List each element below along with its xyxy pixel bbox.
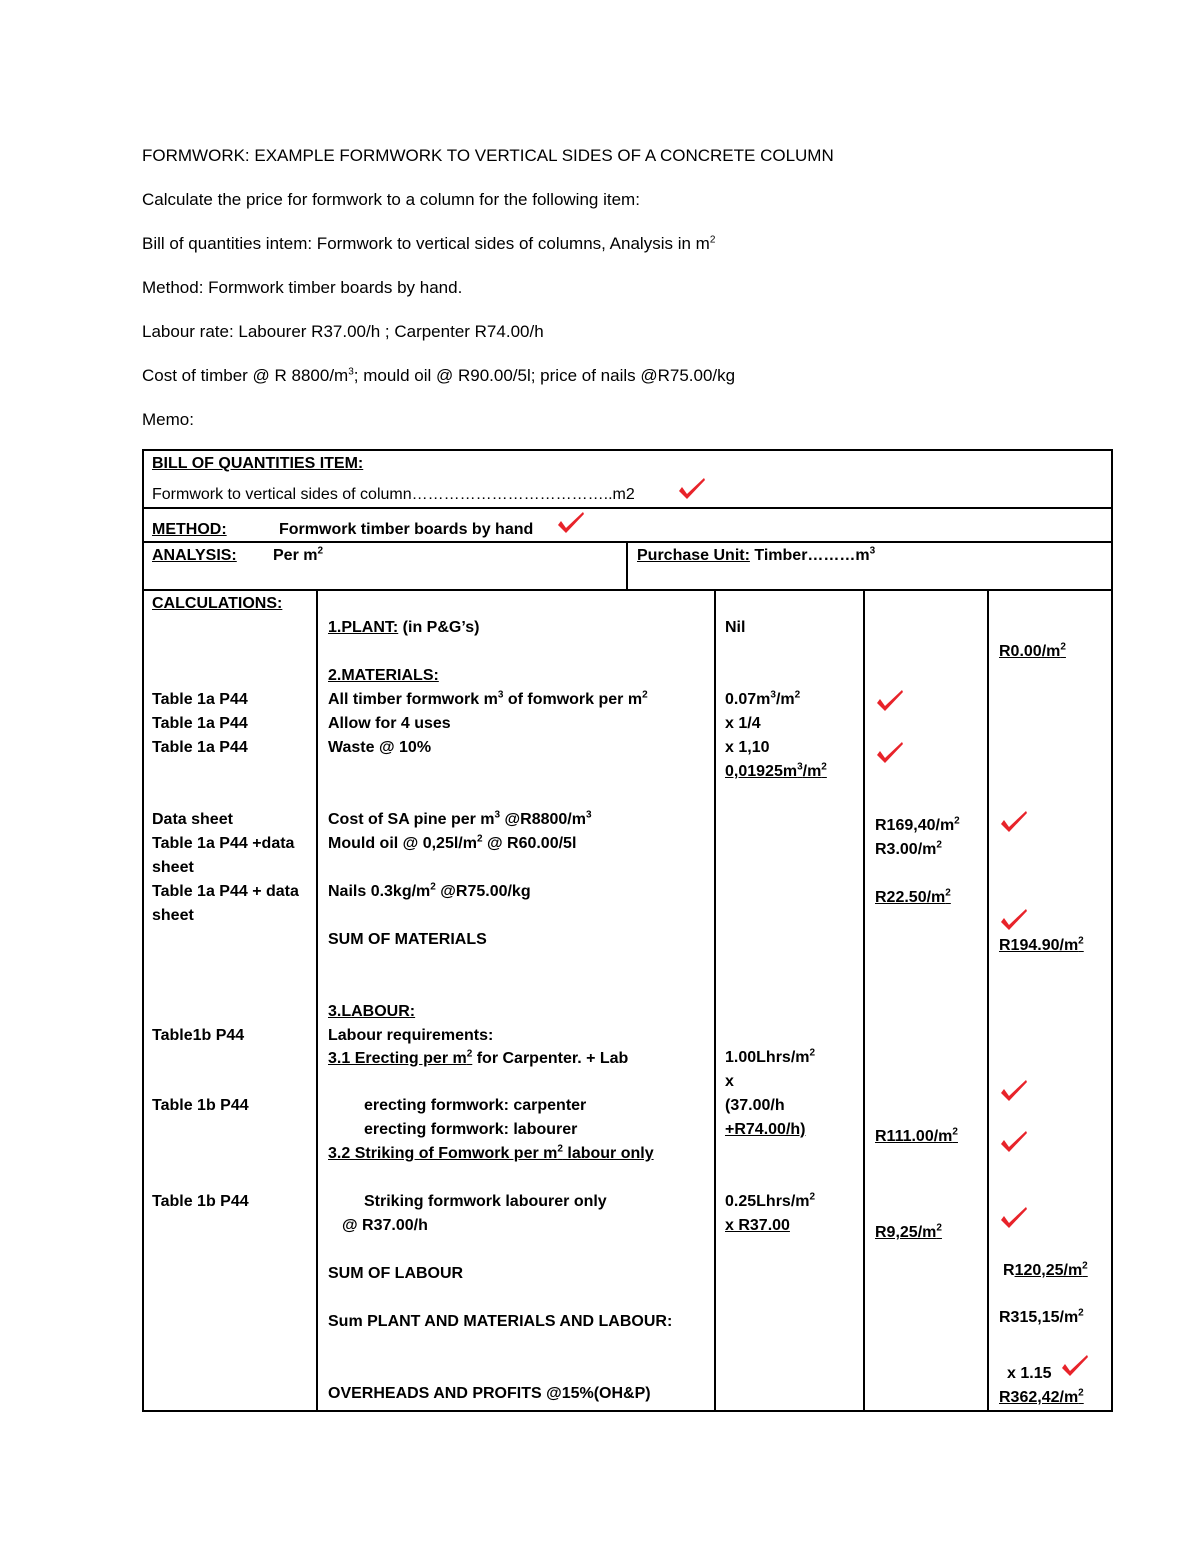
qty-cell: $0.07m^3/m^2$ <box>725 689 801 708</box>
qty-cell: $1.00Lhrs/m^2$ <box>725 1047 816 1066</box>
ref-cell: Table 1a P44 <box>152 715 248 732</box>
check-icon <box>875 688 905 714</box>
purchase-unit: Purchase Unit: $Timber\dots\dots\dots m^3$ <box>637 545 876 564</box>
method-label: METHOD: <box>152 521 227 538</box>
check-icon <box>999 907 1029 933</box>
materials-heading: 2.MATERIALS: <box>328 667 439 684</box>
desc-cell: All timber formwork $m^3$ of fomwork per $m^2$ <box>328 689 648 708</box>
qty-cell: x 1,10 <box>725 739 770 756</box>
rate-cell: $R9,25/m^2$ <box>875 1222 942 1241</box>
rate-cell: $R22.50/m^2$ <box>875 887 951 906</box>
desc-cell: Allow for 4 uses <box>328 715 451 732</box>
rate-cell: $R169,40/m^2$ <box>875 815 960 834</box>
boq-label: BILL OF QUANTITIES ITEM: <box>152 455 364 472</box>
labour-heading: 3.LABOUR: <box>328 1003 416 1020</box>
table-divider <box>863 589 865 1412</box>
rate-cell: $R111.00/m^2$ <box>875 1126 958 1145</box>
total-cell: $R194.90/m^2$ <box>999 935 1084 954</box>
ref-cell: sheet <box>152 907 194 924</box>
table-border <box>142 1410 1113 1412</box>
desc-cell: Cost of SA pine per $m^3$ $@R8800/m^3$ <box>328 809 592 828</box>
analysis-label: ANALYSIS: <box>152 547 237 564</box>
qty-cell: (37.00/h <box>725 1097 785 1114</box>
table-divider <box>987 589 989 1412</box>
table-border <box>142 449 144 1412</box>
rate-cell: $R3.00/m^2$ <box>875 839 942 858</box>
ref-cell: Table 1a P44 +data <box>152 835 295 852</box>
table-divider <box>714 589 716 1412</box>
total-cell: $R362,42/m^2$ <box>999 1387 1084 1406</box>
sum-materials-label: SUM OF MATERIALS <box>328 931 487 948</box>
desc-cell: Nails $0.3kg/m^2$ @R75.00/kg <box>328 881 531 900</box>
memo-table <box>142 449 1113 1412</box>
check-icon <box>1060 1353 1090 1379</box>
method-value: Formwork timber boards by hand <box>279 521 534 538</box>
desc-cell: 3.2 Striking of Fomwork per $m^2$ labour only <box>328 1143 654 1162</box>
desc-cell: 3.1 Erecting per $m^2$ for Carpenter. + Lab <box>328 1048 629 1067</box>
ref-cell: Table 1b P44 <box>152 1193 249 1210</box>
qty-cell: +R74.00/h) <box>725 1121 806 1138</box>
check-icon <box>677 476 707 502</box>
desc-cell: Striking formwork labourer only <box>364 1193 607 1210</box>
labour-rate-text: Labour rate: Labourer R37.00/h ; Carpenter R74.00/h <box>142 322 544 341</box>
ref-cell: Table 1a P44 + data <box>152 883 299 900</box>
boq-item-text: Bill of quantities intem: Formwork to vertical sides of columns, Analysis in $m^2$ <box>142 234 716 253</box>
ref-cell: sheet <box>152 859 194 876</box>
table-divider <box>142 589 1113 591</box>
analysis-value: Per $m^2$ <box>273 545 324 564</box>
table-divider <box>316 589 318 1412</box>
qty-cell: x <box>725 1073 734 1090</box>
total-cell: $R0.00/m^2$ <box>999 641 1066 660</box>
desc-cell: Labour requirements: <box>328 1027 494 1044</box>
sum-labour-label: SUM OF LABOUR <box>328 1265 464 1282</box>
desc-cell: Waste @ 10% <box>328 739 432 756</box>
plant-heading: 1.PLANT: (in P&G’s) <box>328 619 480 636</box>
ref-cell: Data sheet <box>152 811 233 828</box>
check-icon <box>556 510 586 536</box>
total-cell: x 1.15 <box>1007 1365 1052 1382</box>
desc-cell: erecting formwork: carpenter <box>364 1097 587 1114</box>
desc-cell: Mould oil @ $0,25l/m^2$ @ R60.00/5l <box>328 833 577 852</box>
total-cell: $R120,25/m^2$ <box>1003 1260 1088 1279</box>
check-icon <box>999 1078 1029 1104</box>
qty-cell: $0,01925m^3/m^2$ <box>725 761 827 780</box>
ohp-label: OVERHEADS AND PROFITS @15%(OH&P) <box>328 1385 651 1402</box>
check-icon <box>999 1129 1029 1155</box>
table-border <box>142 449 1113 451</box>
table-divider <box>142 507 1113 509</box>
sum-all-label: Sum PLANT AND MATERIALS AND LABOUR: <box>328 1313 673 1330</box>
check-icon <box>999 1205 1029 1231</box>
check-icon <box>875 740 905 766</box>
ref-cell: Table 1b P44 <box>152 1097 249 1114</box>
ref-cell: Table1b P44 <box>152 1027 245 1044</box>
qty-cell: x 1/4 <box>725 715 761 732</box>
method-text: Method: Formwork timber boards by hand. <box>142 278 463 297</box>
document-title: FORMWORK: EXAMPLE FORMWORK TO VERTICAL SIDES OF A CONCRETE COLUMN <box>142 146 834 165</box>
memo-label: Memo: <box>142 410 194 429</box>
total-cell: $R315,15/m^2$ <box>999 1307 1084 1326</box>
table-border <box>1111 449 1113 1412</box>
desc-cell: @ R37.00/h <box>342 1217 428 1234</box>
check-icon <box>999 809 1029 835</box>
table-divider <box>626 541 628 589</box>
qty-cell: $0.25Lhrs/m^2$ <box>725 1191 816 1210</box>
boq-item: Formwork to vertical sides of column………………………………..m2 <box>152 486 635 503</box>
instruction-text: Calculate the price for formwork to a column for the following item: <box>142 190 640 209</box>
qty-cell: Nil <box>725 619 746 636</box>
ref-cell: Table 1a P44 <box>152 739 248 756</box>
ref-cell: Table 1a P44 <box>152 691 248 708</box>
cost-text: Cost of timber @ R $8800/m^3$; mould oil @ R90.00/5l; price of nails @R75.00/kg <box>142 366 736 385</box>
qty-cell: x R37.00 <box>725 1217 790 1234</box>
calculations-label: CALCULATIONS: <box>152 595 283 612</box>
desc-cell: erecting formwork: labourer <box>364 1121 578 1138</box>
